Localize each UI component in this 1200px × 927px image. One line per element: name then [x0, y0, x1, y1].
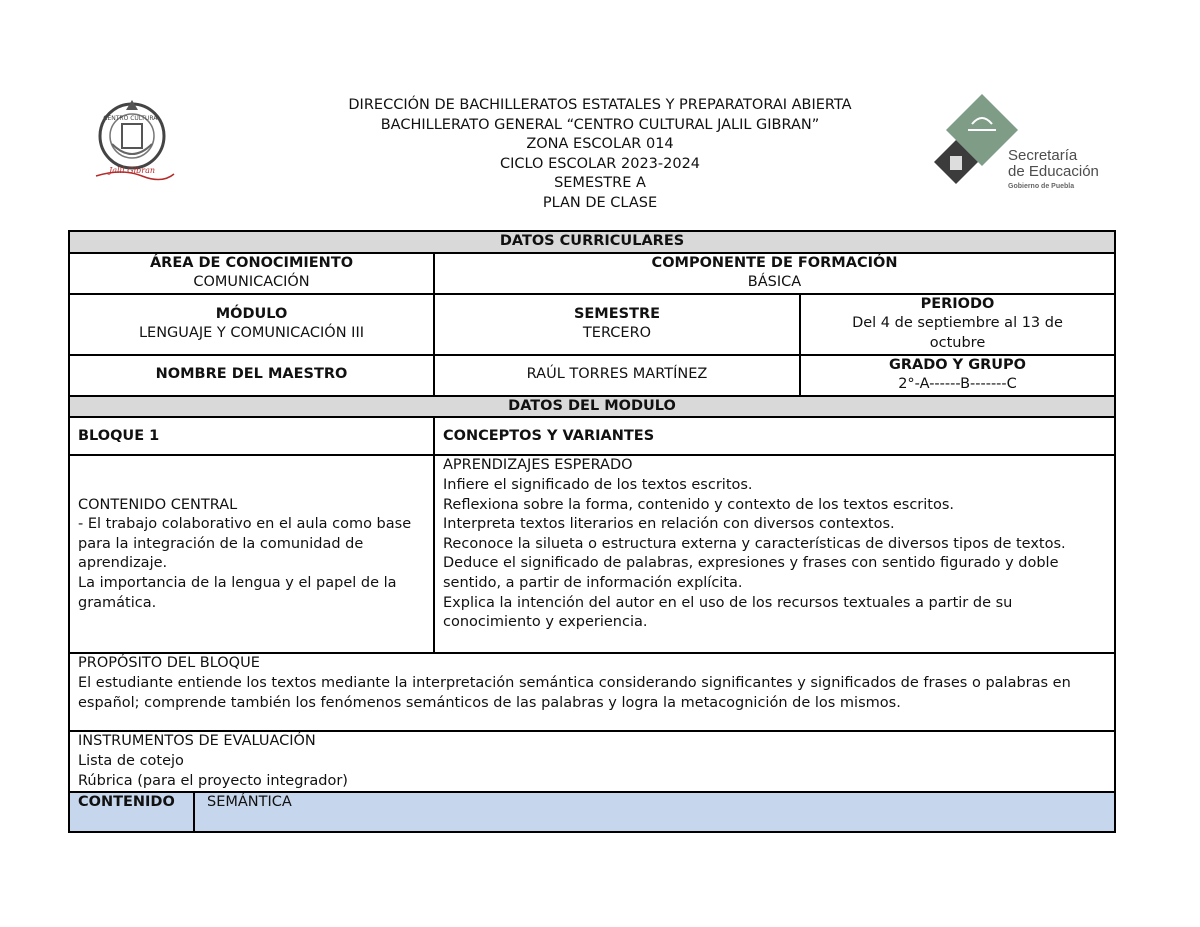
header-line-3: ZONA ESCOLAR 014 [526, 136, 674, 153]
proposito-row [69, 653, 1115, 731]
area-cell [69, 253, 434, 294]
document-header [250, 96, 950, 214]
logo-signature: Jalil Gibran [108, 166, 156, 175]
aprendizaje-item: Explica la intención del autor en el uso de los recursos textuales a partir de su conocimiento y experiencia. [443, 594, 1013, 631]
modulo-cell [69, 294, 434, 355]
periodo-cell [800, 294, 1115, 355]
header-line-5: SEMESTRE A [554, 175, 646, 192]
grado-value: 2°-A------B-------C [898, 376, 1017, 393]
periodo-label: PERIODO [920, 295, 995, 312]
logo-line3: Gobierno de Puebla [1008, 183, 1075, 190]
contenido-value: SEMÁNTICA [194, 792, 1115, 832]
maestro-row [69, 355, 1115, 396]
proposito-text: El estudiante entiende los textos mediante la interpretación semántica considerando significantes y significados de frases o palabras en español; comprende también los fenómenos semánticos de las palabras y logra la metacognición de los mismos. [78, 674, 1071, 711]
header-line-1: DIRECCIÓN DE BACHILLERATOS ESTATALES Y PREPARATORAI ABIERTA [348, 97, 852, 113]
area-label: ÁREA DE CONOCIMIENTO [149, 254, 354, 271]
contenido-central-label: CONTENIDO CENTRAL [78, 496, 238, 513]
logo-line2: de Educación [1008, 163, 1099, 180]
modulo-row [69, 294, 1115, 355]
aprendizaje-item: Infiere el significado de los textos escritos. [443, 476, 753, 493]
area-row [69, 253, 1115, 294]
contenido-central-line-1: - El trabajo colaborativo en el aula como base para la integración de la comunidad de aprendizaje. [78, 516, 412, 572]
semestre-value: TERCERO [582, 325, 652, 342]
contenido-central-line-2: La importancia de la lengua y el papel de la gramática. [78, 574, 397, 611]
bloque-row [69, 417, 1115, 455]
header-line-4: CICLO ESCOLAR 2023-2024 [499, 155, 701, 172]
bloque-cell: BLOQUE 1 [69, 417, 434, 455]
semestre-cell [434, 294, 800, 355]
logo-line1: Secretaría [1008, 147, 1078, 164]
header-line-6: PLAN DE CLASE [542, 194, 658, 211]
proposito-label: PROPÓSITO DEL BLOQUE [78, 655, 260, 672]
datos-curriculares-title: DATOS CURRICULARES [69, 231, 1115, 253]
instrumento-item: Lista de cotejo [78, 752, 184, 769]
datos-modulo-title: DATOS DEL MODULO [69, 396, 1115, 418]
contenido-label: CONTENIDO [69, 792, 194, 832]
grado-label: GRADO Y GRUPO [888, 356, 1027, 373]
aprendizaje-item: Reflexiona sobre la forma, contenido y contexto de los textos escritos. [443, 496, 955, 513]
componente-value: BÁSICA [747, 274, 802, 291]
aprendizajes-cell [434, 455, 1115, 653]
contenido-central-cell [69, 455, 434, 653]
maestro-value: RAÚL TORRES MARTÍNEZ [434, 355, 800, 396]
datos-modulo-row [69, 396, 1115, 418]
grado-cell [800, 355, 1115, 396]
plan-table [68, 230, 1116, 833]
maestro-label: NOMBRE DEL MAESTRO [69, 355, 434, 396]
componente-label: COMPONENTE DE FORMACIÓN [651, 254, 898, 271]
instrumentos-cell [69, 731, 1115, 792]
aprendizaje-item: Interpreta textos literarios en relación con diversos contextos. [443, 516, 895, 533]
aprendizaje-item: Deduce el significado de palabras, expresiones y frases con sentido figurado y doble sentido, a partir de información explícita. [443, 555, 1059, 591]
instrumentos-row [69, 731, 1115, 792]
school-logo-icon [82, 94, 182, 184]
area-value: COMUNICACIÓN [193, 274, 310, 291]
instrumentos-label: INSTRUMENTOS DE EVALUACIÓN [78, 733, 316, 750]
instrumento-item: Rúbrica (para el proyecto integrador) [78, 772, 348, 789]
contenido-aprendizajes-row [69, 455, 1115, 653]
header-line-2: BACHILLERATO GENERAL “CENTRO CULTURAL JALIL GIBRAN” [380, 116, 820, 133]
contenido-row [69, 792, 1115, 832]
semestre-label: SEMESTRE [573, 305, 661, 322]
proposito-cell [69, 653, 1115, 731]
secretaria-logo-icon [926, 94, 1116, 190]
periodo-value: Del 4 de septiembre al 13 de octubre [852, 315, 1063, 351]
conceptos-cell: CONCEPTOS Y VARIANTES [434, 417, 1115, 455]
aprendizajes-label: APRENDIZAJES ESPERADO [443, 457, 633, 474]
componente-cell [434, 253, 1115, 294]
aprendizaje-item: Reconoce la silueta o estructura externa y características de diversos tipos de textos. [443, 535, 1066, 552]
modulo-value: LENGUAJE Y COMUNICACIÓN III [138, 325, 365, 342]
modulo-label: MÓDULO [215, 305, 288, 322]
logo-ring-text: CENTRO CULTURAL [103, 115, 161, 122]
datos-curriculares-row [69, 231, 1115, 253]
